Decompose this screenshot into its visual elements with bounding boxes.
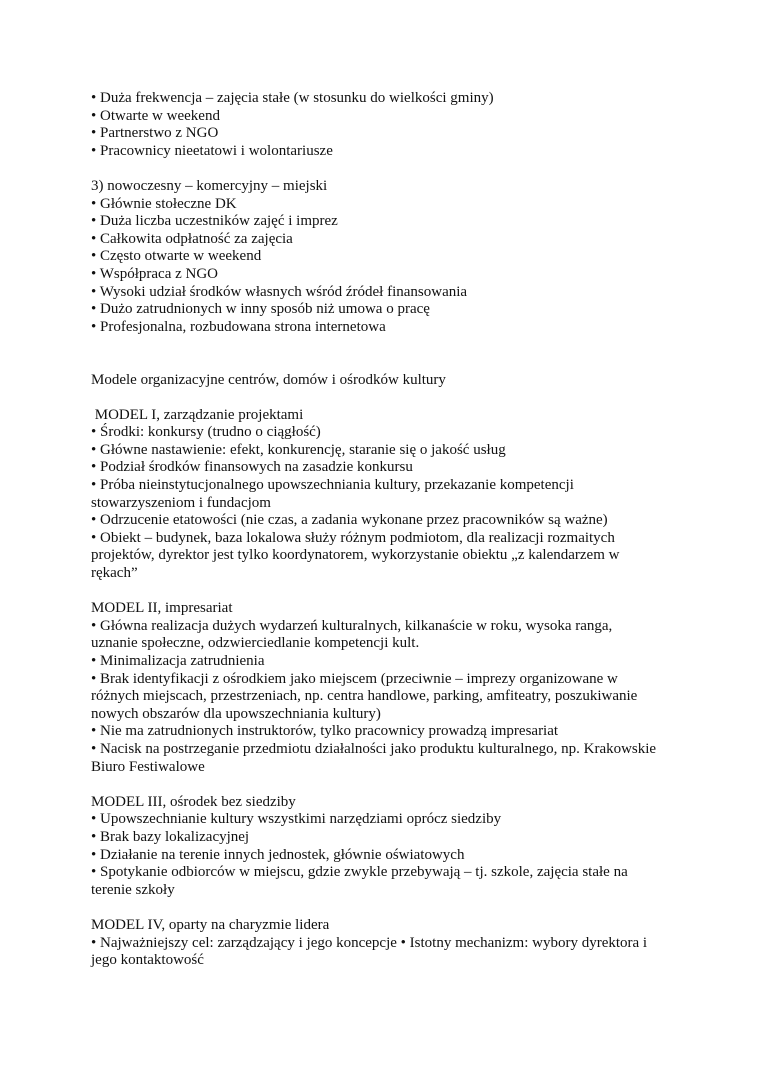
list-item: • Współpraca z NGO — [91, 265, 219, 282]
intro-bullet-list — [91, 90, 681, 160]
list-item: • Brak identyfikacji z ośrodkiem jako miejscem (przeciwnie – imprezy organizowane w różnych miejscach, przestrzeniach, np. centra handlowe, parking, amfiteatry, poszukiwanie nowych obszarów dla upowszechniania kultury) — [91, 670, 638, 722]
section-heading: MODEL I, zarządzanie projektami — [91, 406, 304, 423]
list-item: • Nie ma zatrudnionych instruktorów, tylko pracownicy prowadzą impresariat — [91, 723, 559, 740]
list-item: • Działanie na terenie innych jednostek, głównie oświatowych — [91, 846, 465, 863]
list-item: • Partnerstwo z NGO — [91, 125, 219, 142]
spacer — [91, 160, 681, 178]
spacer — [91, 776, 681, 794]
list-item: • Otwarte w weekend — [91, 107, 220, 124]
spacer — [91, 583, 681, 601]
list-item: • Często otwarte w weekend — [91, 248, 262, 265]
list-item: • Spotykanie odbiorców w miejscu, gdzie zwykle przebywają – tj. szkole, zajęcia stałe na terenie szkoły — [91, 864, 628, 898]
list-item: • Główna realizacja dużych wydarzeń kulturalnych, kilkanaście w roku, wysoka ranga, uznanie społeczne, odzwierciedlanie kompetencji kult. — [91, 617, 613, 652]
list-item: • Obiekt – budynek, baza lokalowa służy różnym podmiotom, dla realizacji rozmaitych projektów, dyrektor jest tylko koordynatorem, wykorzystanie obiektu „z kalendarzem w rękach” — [91, 529, 620, 582]
list-item: • Duża frekwencja – zajęcia stałe (w stosunku do wielkości gminy) — [91, 90, 494, 106]
spacer — [91, 336, 681, 371]
model-4-section — [91, 917, 681, 970]
section-heading: MODEL IV, oparty na charyzmie lidera — [91, 916, 330, 933]
list-item: • Główne nastawienie: efekt, konkurencję, staranie się o jakość usług — [91, 441, 506, 458]
list-item: • Upowszechnianie kultury wszystkimi narzędziami oprócz siedziby — [91, 811, 502, 828]
spacer — [91, 899, 681, 917]
list-item: • Brak bazy lokalizacyjnej — [91, 828, 250, 845]
list-item: • Dużo zatrudnionych w inny sposób niż umowa o pracę — [91, 301, 430, 318]
section-heading: MODEL III, ośrodek bez siedziby — [91, 793, 296, 810]
section-heading: MODEL II, impresariat — [91, 600, 233, 617]
list-item: • Wysoki udział środków własnych wśród źródeł finansowania — [91, 283, 468, 300]
model-1-section — [91, 407, 681, 583]
list-item: • Całkowita odpłatność za zajęcia — [91, 230, 293, 247]
model-3-section — [91, 794, 681, 900]
spacer — [91, 389, 681, 407]
list-item: • Nacisk na postrzeganie przedmiotu działalności jako produktu kulturalnego, np. Krakowskie Biuro Festiwalowe — [91, 740, 657, 775]
list-item: • Środki: konkursy (trudno o ciągłość) — [91, 424, 321, 441]
document-page — [91, 90, 681, 970]
type-3-section — [91, 178, 681, 336]
model-2-section — [91, 600, 681, 776]
list-item: • Pracownicy nieetatowi i wolontariusze — [91, 142, 333, 159]
list-item: • Głównie stołeczne DK — [91, 195, 237, 212]
list-item: • Odrzucenie etatowości (nie czas, a zadania wykonane przez pracowników są ważne) — [91, 512, 608, 529]
list-item: • Profesjonalna, rozbudowana strona internetowa — [91, 318, 386, 335]
list-item: • Minimalizacja zatrudnienia — [91, 653, 265, 669]
list-item: • Próba nieinstytucjonalnego upowszechniania kultury, przekazanie kompetencji stowarzyszeniom i fundacjom — [91, 477, 574, 511]
list-item: • Najważniejszy cel: zarządzający i jego koncepcje • Istotny mechanizm: wybory dyrektora i jego kontaktowość — [91, 934, 648, 969]
list-item: • Duża liczba uczestników zajęć i imprez — [91, 213, 338, 230]
list-item: • Podział środków finansowych na zasadzie konkursu — [91, 459, 413, 476]
section-heading: 3) nowoczesny – komercyjny – miejski — [91, 177, 328, 194]
page-title: Modele organizacyjne centrów, domów i ośrodków kultury — [91, 371, 446, 388]
